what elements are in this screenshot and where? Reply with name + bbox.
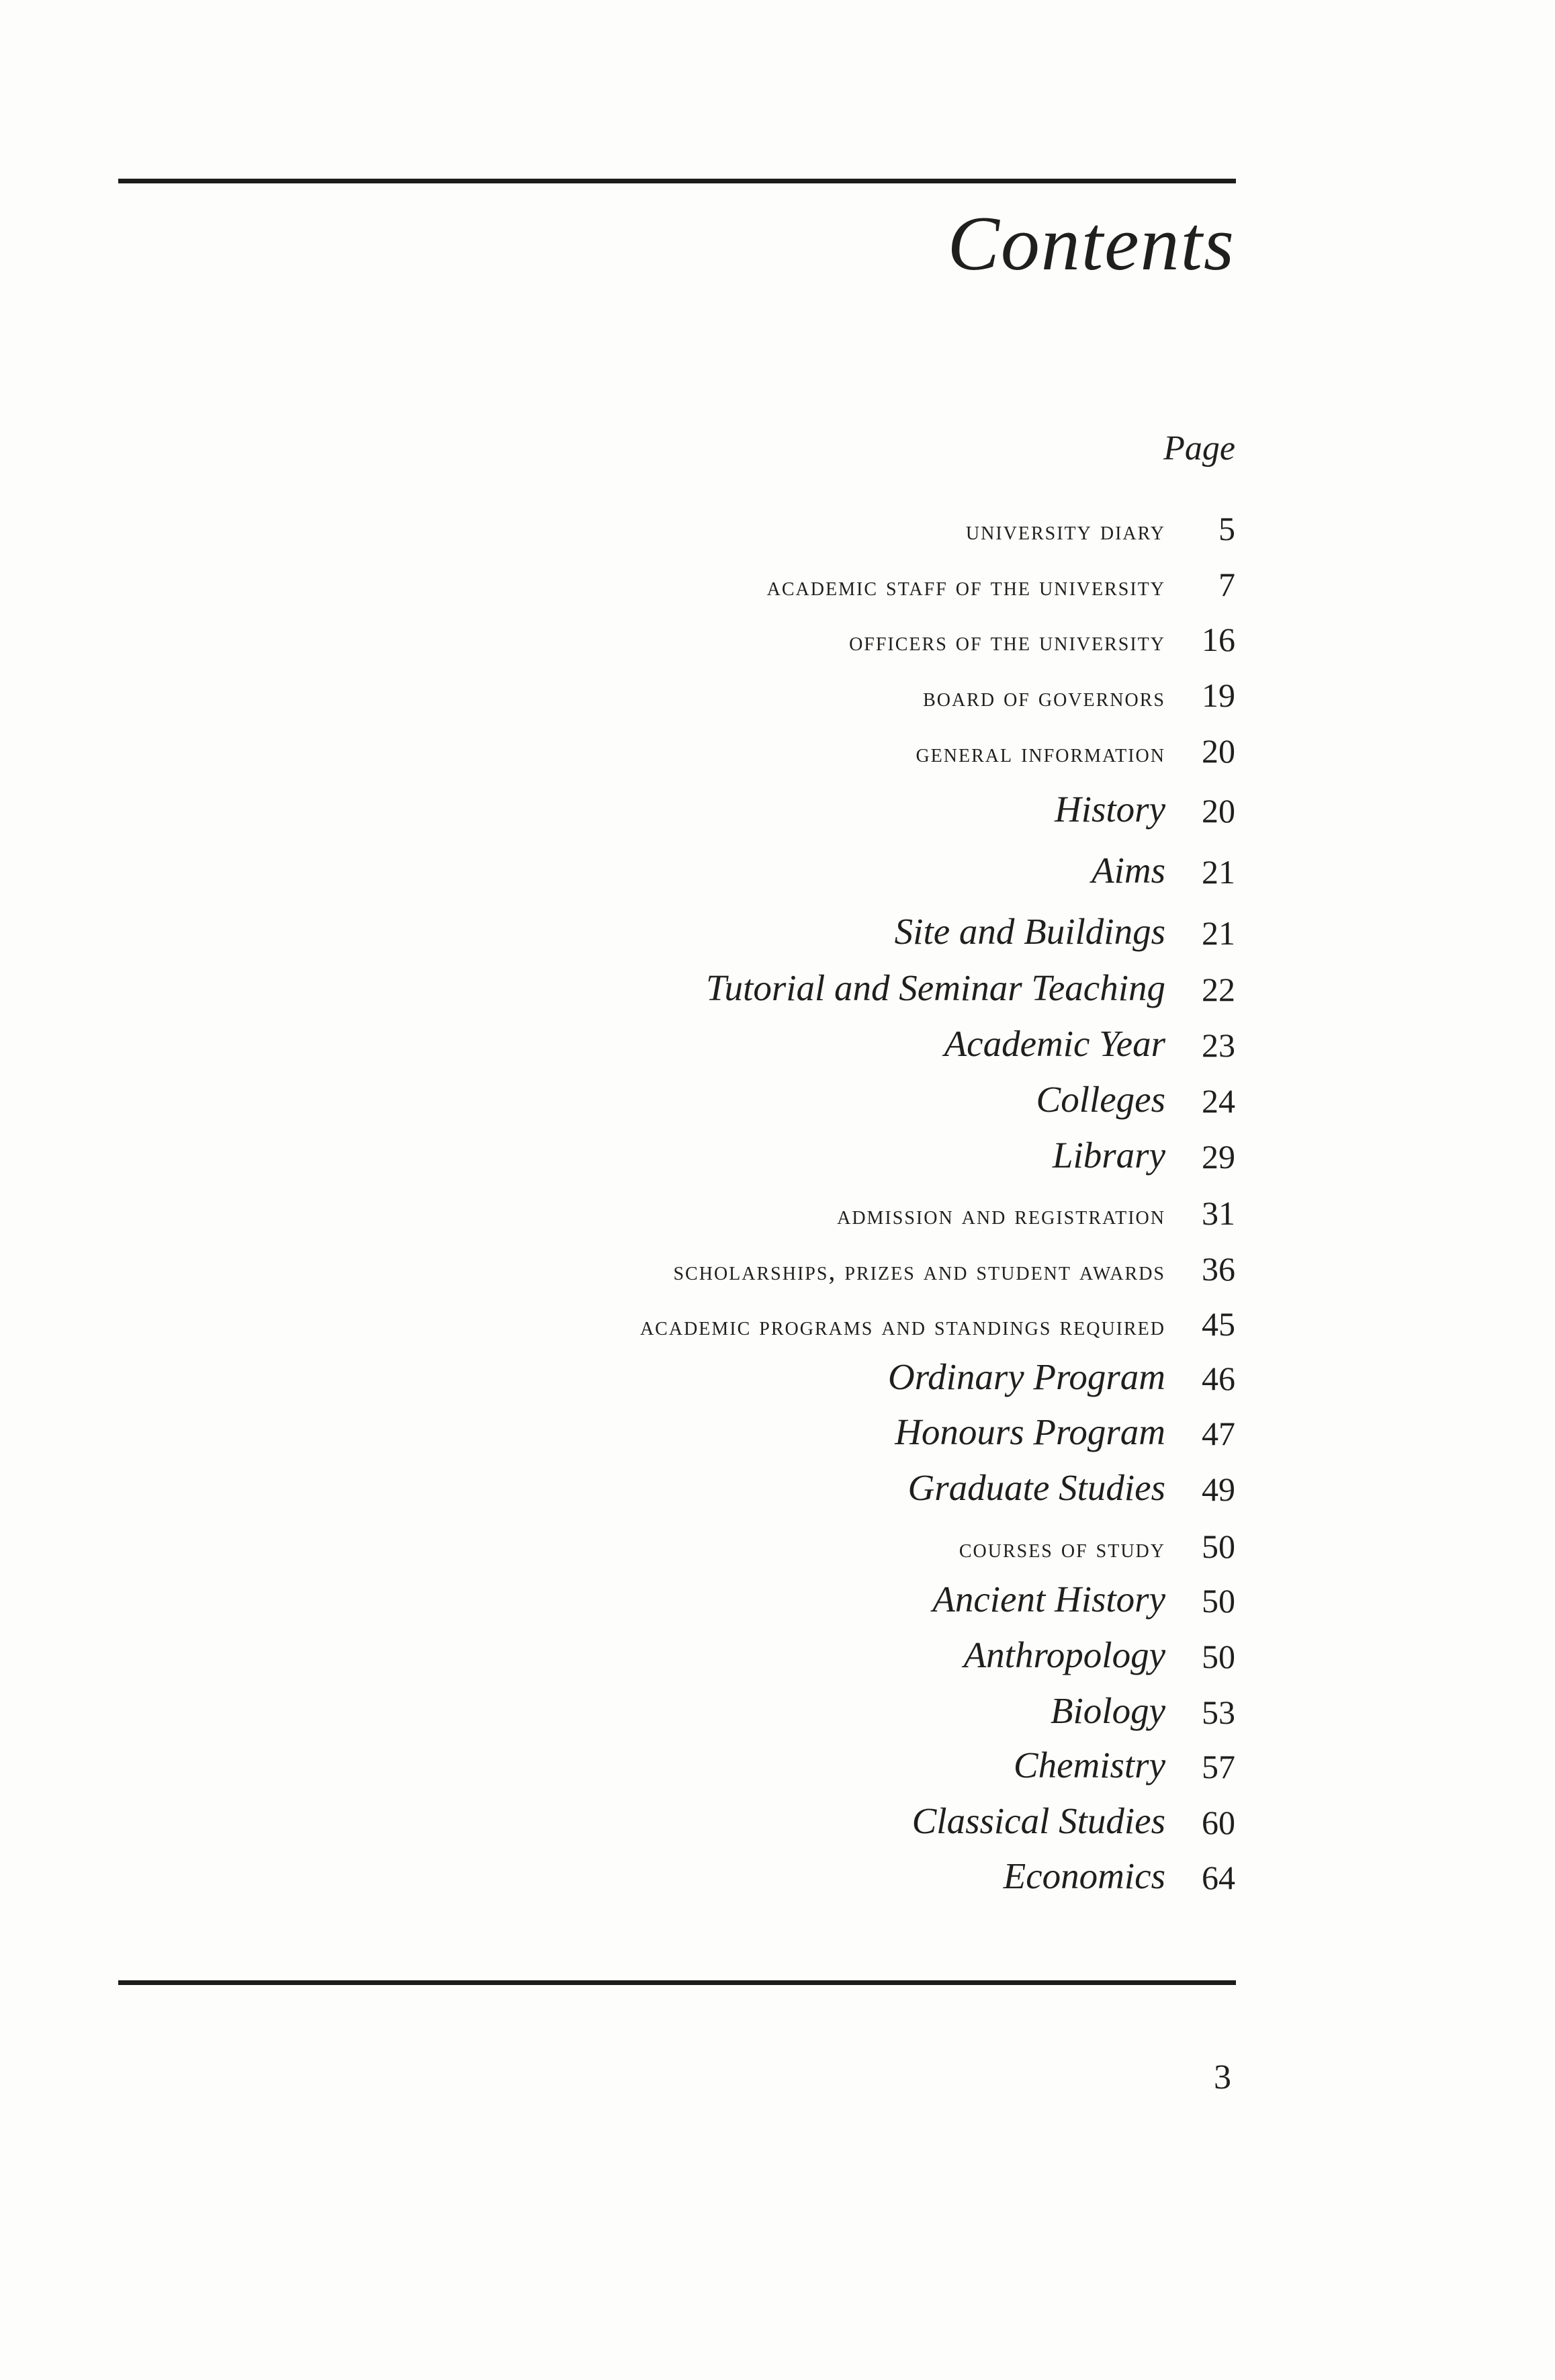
toc-entry: [0, 1561, 1555, 1618]
toc-entry-title: Economics: [1003, 1855, 1165, 1896]
toc-entry-page: 31: [1202, 1194, 1235, 1232]
toc-entry-page: 49: [1202, 1470, 1235, 1508]
toc-entry-title: Library: [1052, 1135, 1165, 1176]
toc-entry-title: admission and registration: [837, 1200, 1165, 1230]
toc-entry: [0, 771, 1555, 828]
toc-entry-page: 53: [1202, 1693, 1235, 1731]
toc-entry-page: 57: [1202, 1748, 1235, 1786]
toc-entry: [0, 1505, 1555, 1565]
toc-entry-title: courses of study: [959, 1533, 1165, 1563]
toc-entry-page: 60: [1202, 1804, 1235, 1841]
toc-entry-page: 50: [1202, 1582, 1235, 1620]
toc-entry-title: university diary: [965, 515, 1165, 545]
toc-entry-page: 36: [1202, 1250, 1235, 1288]
page-column-header: Page: [1163, 429, 1235, 468]
toc-entry: [0, 1783, 1555, 1839]
toc-entry-page: 5: [1218, 510, 1235, 547]
toc-entry-title: board of governors: [923, 682, 1165, 712]
toc-entry: [0, 832, 1555, 889]
toc-entry: [0, 1339, 1555, 1395]
toc-entry-title: Anthropology: [963, 1634, 1165, 1675]
toc-entry: [0, 543, 1555, 603]
toc-entry-page: 19: [1202, 676, 1235, 714]
page-number: 3: [1214, 2058, 1231, 2097]
toc-entry-page: 24: [1202, 1082, 1235, 1120]
toc-entry-title: general information: [916, 738, 1165, 768]
page-title: Contents: [947, 201, 1235, 287]
toc-entry-page: 50: [1202, 1528, 1235, 1565]
toc-entry-title: Classical Studies: [912, 1800, 1165, 1841]
toc-entry-title: Ordinary Program: [887, 1356, 1165, 1397]
toc-entry-page: 21: [1202, 853, 1235, 891]
toc-entry-title: Colleges: [1036, 1079, 1165, 1120]
toc-entry-page: 16: [1202, 621, 1235, 658]
toc-entry-title: academic staff of the university: [766, 571, 1165, 601]
toc-entry-page: 20: [1202, 732, 1235, 770]
toc-entry-title: Honours Program: [895, 1411, 1165, 1452]
toc-entry-page: 50: [1202, 1638, 1235, 1675]
toc-entry: [0, 1283, 1555, 1343]
toc-entry: [0, 1228, 1555, 1288]
toc-entry-title: History: [1055, 789, 1165, 830]
bottom-rule: [118, 1980, 1236, 1985]
toc-entry: [0, 1394, 1555, 1450]
toc-entry-page: 64: [1202, 1859, 1235, 1896]
toc-entry: [0, 654, 1555, 714]
toc-entry-title: Graduate Studies: [907, 1467, 1165, 1508]
toc-entry: [0, 1673, 1555, 1729]
toc-entry-title: Chemistry: [1013, 1745, 1165, 1786]
toc-entry-page: 29: [1202, 1138, 1235, 1176]
toc-entry-page: 45: [1202, 1305, 1235, 1343]
toc-entry: [0, 1172, 1555, 1232]
toc-entry-title: Ancient History: [932, 1579, 1165, 1620]
toc-entry-page: 47: [1202, 1415, 1235, 1452]
toc-entry: [0, 1117, 1555, 1174]
toc-entry-title: scholarships, prizes and student awards: [673, 1255, 1165, 1286]
toc-entry-title: Tutorial and Seminar Teaching: [705, 967, 1165, 1008]
toc-entry: [0, 1450, 1555, 1506]
toc-entry: [0, 893, 1555, 950]
toc-entry-title: Academic Year: [944, 1023, 1165, 1064]
toc-entry: [0, 1006, 1555, 1062]
toc-entry-page: 23: [1202, 1026, 1235, 1064]
toc-entry-title: officers of the university: [849, 626, 1165, 656]
toc-entry: [0, 1838, 1555, 1894]
toc-entry: [0, 488, 1555, 547]
toc-entry-page: 46: [1202, 1360, 1235, 1397]
toc-entry-page: 22: [1202, 971, 1235, 1008]
toc-entry: [0, 1061, 1555, 1118]
toc-entry: [0, 950, 1555, 1006]
toc-entry-page: 21: [1202, 914, 1235, 952]
toc-entry: [0, 1727, 1555, 1786]
toc-entry-title: Site and Buildings: [894, 911, 1165, 952]
toc-entry-page: 20: [1202, 792, 1235, 830]
toc-entry: [0, 710, 1555, 770]
toc-entry: [0, 599, 1555, 658]
toc-entry-title: Biology: [1050, 1690, 1165, 1731]
toc-entry-title: academic programs and standings required: [639, 1311, 1165, 1341]
toc-entry-title: Aims: [1092, 850, 1165, 891]
toc-entry: [0, 1617, 1555, 1673]
toc-entry-page: 7: [1218, 566, 1235, 603]
